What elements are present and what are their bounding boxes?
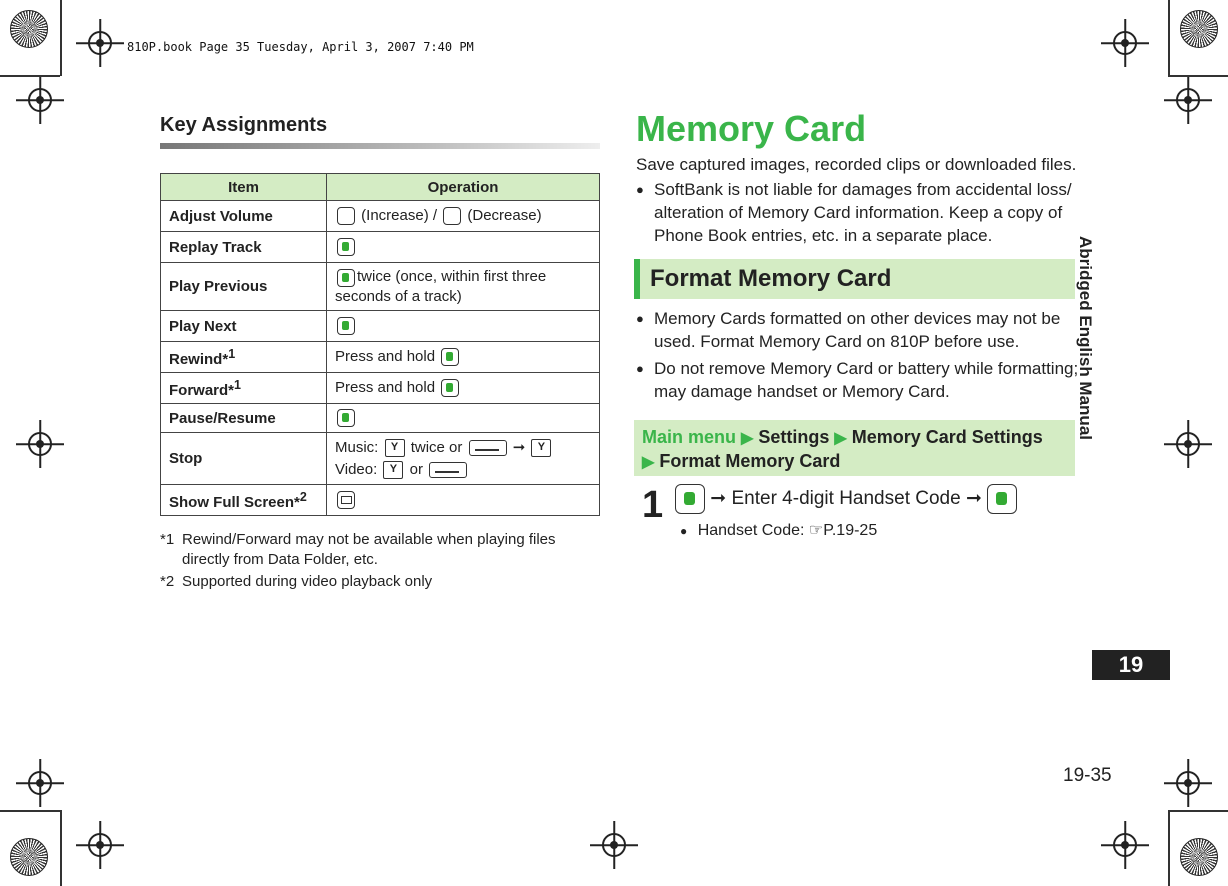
yahoo-key-icon: Y (385, 439, 405, 457)
arrow-icon: ➞ (965, 488, 982, 510)
yahoo-key-icon: Y (531, 439, 551, 457)
trim-line (1168, 810, 1170, 886)
row-operation: Music: Y twice or ➞ Y Video: Y or (327, 433, 600, 485)
menu-path-item: Settings (758, 427, 830, 447)
registration-starburst (1180, 10, 1218, 48)
trim-line (1168, 0, 1170, 76)
row-item: Rewind*$^1$ (161, 342, 327, 373)
nav-right-key-icon (337, 317, 355, 335)
row-operation (327, 485, 600, 516)
row-operation (327, 404, 600, 433)
registration-starburst (1180, 838, 1218, 876)
step-instruction: ➞ Enter 4-digit Handset Code ➞ (675, 484, 1017, 514)
registration-starburst (10, 838, 48, 876)
nav-left-key-icon (441, 348, 459, 366)
row-operation: Press and hold (327, 373, 600, 404)
arrow-icon: ➞ (710, 488, 727, 510)
crosshair-mark (88, 833, 112, 857)
section-header-bar (634, 259, 640, 299)
footnote: *1 Rewind/Forward may not be available when playing files directly from Data Folder, etc. *2 Supported during video playback only (160, 531, 556, 590)
side-label: Abridged English Manual (1076, 235, 1095, 440)
menu-path (634, 420, 1075, 476)
reference-hand-icon: ☞ (808, 522, 824, 539)
triangle-right-icon: ▶ (741, 430, 754, 447)
menu-path-main: Main menu (642, 427, 737, 447)
nav-down-key-icon (443, 207, 461, 225)
center-key-icon (675, 484, 705, 514)
nav-left-key-icon (337, 238, 355, 256)
trim-line (1168, 75, 1228, 77)
row-operation: (Increase) / (Decrease) (327, 201, 600, 232)
row-item: Pause/Resume (161, 404, 327, 433)
row-item: Stop (161, 433, 327, 485)
table-row (161, 232, 600, 263)
row-operation: twice (once, within first three seconds of a track) (327, 263, 600, 311)
list-item: ● Memory Cards formatted on other devices may not be used. Format Memory Card on 810P before use. (636, 307, 1084, 353)
registration-starburst (10, 10, 48, 48)
camera-key-icon (337, 491, 355, 509)
end-key-icon (429, 462, 467, 478)
section-title-key-assignments: Key Assignments (160, 114, 328, 136)
step-number: 1 (642, 484, 664, 526)
list-item: ● Do not remove Memory Card or battery while formatting; may damage handset or Memory Card. (636, 357, 1084, 403)
key-assignments-table (160, 173, 600, 516)
crosshair-mark (602, 833, 626, 857)
trim-line (0, 810, 60, 812)
menu-path-item: Memory Card Settings (851, 427, 1043, 447)
list-item: ● SoftBank is not liable for damages from accidental loss/ alteration of Memory Card information. Keep a copy of Phone Book entries, etc. in a separate place. (636, 178, 1074, 247)
section-header-format (634, 259, 1075, 299)
crosshair-mark (1113, 31, 1137, 55)
row-operation (327, 311, 600, 342)
step-note: ● Handset Code: ☞P.19-25 (680, 522, 878, 539)
row-item: Show Full Screen*$^2$ (161, 485, 327, 516)
end-key-icon (469, 440, 507, 456)
center-key-icon (987, 484, 1017, 514)
section-title-underline (160, 143, 600, 149)
arrow-icon: ➞ (512, 438, 526, 456)
crosshair-mark (1176, 432, 1200, 456)
yahoo-key-icon: Y (383, 461, 403, 479)
crosshair-mark (28, 88, 52, 112)
nav-right-key-icon (441, 379, 459, 397)
row-operation: Press and hold (327, 342, 600, 373)
table-row (161, 342, 600, 373)
table-row (161, 433, 600, 485)
menu-path-item: Format Memory Card (659, 451, 841, 471)
table-row (161, 311, 600, 342)
file-info: 810P.book Page 35 Tuesday, April 3, 2007 7:40 PM (127, 40, 474, 54)
intro-text: Save captured images, recorded clips or downloaded files. (636, 155, 1077, 174)
row-item: Forward*$^1$ (161, 373, 327, 404)
row-item: Play Previous (161, 263, 327, 311)
column-header-operation: Operation (327, 174, 600, 201)
table-row (161, 373, 600, 404)
trim-line (60, 810, 62, 886)
table-row (161, 485, 600, 516)
trim-line (0, 75, 60, 77)
row-operation (327, 232, 600, 263)
crosshair-mark (28, 432, 52, 456)
table-header-row (161, 174, 600, 201)
center-key-icon (337, 409, 355, 427)
crosshair-mark (88, 31, 112, 55)
table-row (161, 404, 600, 433)
row-item: Play Next (161, 311, 327, 342)
page-number: 19-35 (1063, 765, 1112, 786)
table-row (161, 263, 600, 311)
section-header-title: Format Memory Card (650, 265, 892, 292)
row-item: Adjust Volume (161, 201, 327, 232)
nav-up-key-icon (337, 207, 355, 225)
trim-line (60, 0, 62, 76)
triangle-right-icon: ▶ (642, 454, 655, 471)
nav-left-key-icon (337, 269, 355, 287)
column-header-item: Item (161, 174, 327, 201)
crosshair-mark (1176, 771, 1200, 795)
triangle-right-icon: ▶ (834, 430, 847, 447)
table-row (161, 201, 600, 232)
row-item: Replay Track (161, 232, 327, 263)
page-title: Memory Card (636, 108, 867, 149)
crosshair-mark (28, 771, 52, 795)
crosshair-mark (1113, 833, 1137, 857)
bullet-icon: ● (680, 524, 688, 538)
trim-line (1168, 810, 1228, 812)
crosshair-mark (1176, 88, 1200, 112)
chapter-tab: 19 (1092, 650, 1170, 680)
